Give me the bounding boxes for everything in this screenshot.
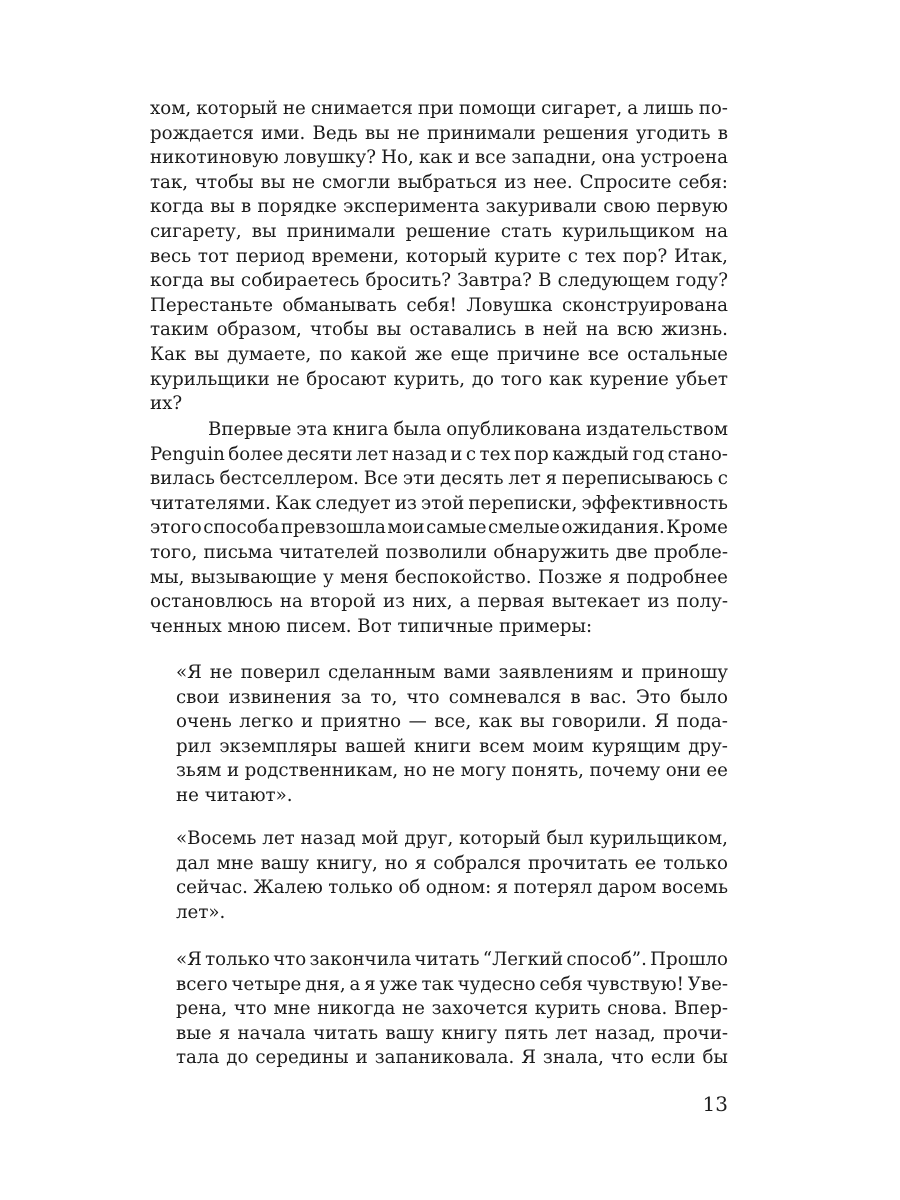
page-number: 13: [702, 1092, 728, 1116]
text-line: этого способа превзошла мои самые смелые ожидания. Кроме: [150, 517, 728, 539]
quote-1: [176, 662, 728, 810]
text-line: рена, что мне никогда не захочется курить снова. Впер-: [176, 998, 728, 1020]
text-line: не читают».: [176, 784, 293, 806]
text-line: Впервые эта книга была опубликована издательством: [208, 419, 728, 440]
text-line: лет».: [176, 901, 226, 923]
text-line: сигарету, вы принимали решение стать курильщиком на: [150, 220, 728, 242]
text-line: вилась бестселлером. Все эти десять лет я переписываюсь с: [150, 468, 728, 490]
paragraph-2: [150, 419, 728, 640]
text-line: того, письма читателей позволили обнаружить две пробле-: [150, 541, 728, 563]
text-line: ченных мною писем. Вот типичные примеры:: [150, 615, 593, 637]
text-line: очень легко и приятно — все, как вы говорили. Я пода-: [176, 711, 728, 733]
text-line: Перестаньте обманывать себя! Ловушка сконструирована: [150, 294, 728, 316]
text-line: Как вы думаете, по какой же еще причине все остальные: [150, 343, 728, 365]
text-line: тала до середины и запаниковала. Я знала, что если бы: [176, 1047, 728, 1069]
text-line: таким образом, чтобы вы оставались в ней на всю жизнь.: [150, 319, 728, 341]
text-line: когда вы собираетесь бросить? Завтра? В следующем году?: [150, 270, 728, 292]
text-line: дал мне вашу книгу, но я собрался прочитать ее только: [176, 852, 728, 874]
text-line: свои извинения за то, что сомневался в вас. Это было: [176, 686, 728, 708]
text-line: хом, который не снимается при помощи сигарет, а лишь по-: [150, 98, 728, 119]
text-line: читателями. Как следует из этой переписки, эффективность: [150, 492, 728, 514]
paragraph-1: [150, 98, 728, 418]
text-line: Penguin более десяти лет назад и с тех пор каждый год стано-: [150, 443, 728, 465]
quote-3: [176, 949, 728, 1072]
text-line: весь тот период времени, который курите с тех пор? Итак,: [150, 245, 728, 267]
text-line: сейчас. Жалею только об одном: я потерял даром восемь: [176, 877, 728, 899]
text-line: рил экземпляры вашей книги всем моим курящим дру-: [176, 735, 728, 757]
text-line: «Я только что закончила читать “Легкий способ”. Прошло: [176, 949, 728, 970]
text-line: никотиновую ловушку? Но, как и все западни, она устроена: [150, 147, 728, 169]
text-line: рождается ими. Ведь вы не принимали решения угодить в: [150, 122, 728, 144]
text-line: «Восемь лет назад мой друг, который был курильщиком,: [176, 828, 728, 849]
text-line: мы, вызывающие у меня беспокойство. Позже я подробнее: [150, 566, 728, 588]
text-line: так, чтобы вы не смогли выбраться из нее. Спросите себя:: [150, 171, 728, 193]
text-line: «Я не поверил сделанным вами заявлениям и приношу: [176, 662, 728, 683]
text-line: остановлюсь на второй из них, а первая вытекает из полу-: [150, 591, 728, 613]
text-line: всего четыре дня, а я уже так чудесно себя чувствую! Уве-: [176, 973, 728, 995]
text-line: вые я начала читать вашу книгу пять лет назад, прочи-: [176, 1022, 728, 1044]
text-line: курильщики не бросают курить, до того как курение убьет: [150, 368, 728, 390]
text-line: когда вы в порядке эксперимента закуривали свою первую: [150, 196, 728, 218]
text-line: их?: [150, 393, 183, 415]
quote-2: [176, 828, 728, 926]
text-line: зьям и родственникам, но не могу понять, почему они ее: [176, 760, 728, 782]
